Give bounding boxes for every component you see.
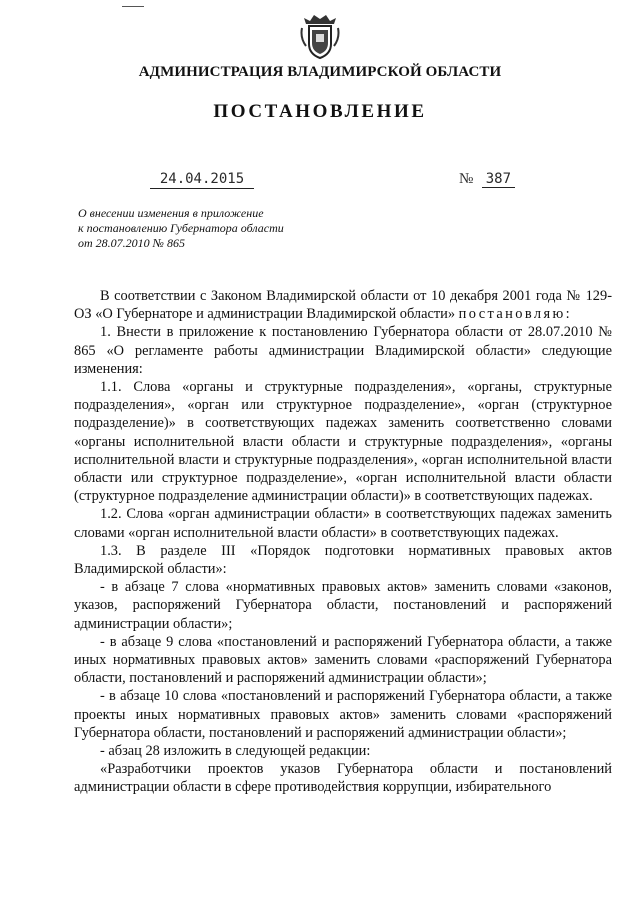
document-number-field — [459, 171, 519, 188]
document-type-title: ПОСТАНОВЛЕНИЕ — [213, 101, 427, 122]
scan-artifact-line — [122, 6, 144, 7]
subject-line: О внесении изменения в приложение — [78, 206, 264, 220]
document-body — [74, 287, 612, 797]
list-item: - в абзаце 7 слова «нормативных правовых актов» заменить словами «законов, указов, распоряжений Губернатора области, постановлений и распоряжений администрации области»; — [74, 579, 612, 632]
quoted-paragraph: «Разработчики проектов указов Губернатора области и постановлений администрации области в сфере противодействия коррупции, избирательного — [74, 761, 612, 796]
coat-of-arms-icon — [300, 10, 340, 60]
document-subject — [78, 206, 338, 251]
paragraph-1: 1. Внести в приложение к постановлению Губернатора области от 28.07.2010 № 865 «О регламенте работы администрации Владимирской области» следующие изменения: — [74, 324, 612, 377]
paragraph-1-3: 1.3. В разделе III «Порядок подготовки нормативных правовых актов Владимирской области»: — [74, 542, 612, 578]
issuing-authority: АДМИНИСТРАЦИЯ ВЛАДИМИРСКОЙ ОБЛАСТИ — [138, 64, 502, 80]
paragraph-1-1: 1.1. Слова «органы и структурные подразделения», «органы, структурные подразделения», «орган или структурное подразделение», «орган (структурное подразделение)» в соответствующих падежах заменить соответственно словами «органы исполнительной власти области и структурные подразделения», «органы исполнительной власти и структурные подразделения», «орган исполнительной власти области или структурное подразделение», «орган исполнительной власти области (структурное подразделение администрации области)» в соответствующих падежах. — [74, 379, 612, 505]
subject-line: от 28.07.2010 № 865 — [78, 236, 185, 250]
list-item: - в абзаце 10 слова «постановлений и распоряжений Губернатора области, а также проекты иных нормативных правовых актов» заменить словами «распоряжений Губернатора области, постановлений и распоряжений администрации области»; — [74, 688, 612, 741]
list-item: - абзац 28 изложить в следующей редакции: — [100, 743, 371, 760]
preamble-text: В соответствии с Законом Владимирской области от 10 декабря 2001 года № 129-ОЗ «О Губернаторе и администрации Владимирской области» — [74, 288, 612, 323]
subject-line: к постановлению Губернатора области — [78, 221, 284, 235]
number-sign: № — [459, 171, 474, 187]
paragraph-1-2: 1.2. Слова «орган администрации области» в соответствующих падежах заменить словами «орган исполнительной власти области» в соответствующих падежах. — [74, 506, 612, 541]
preamble-paragraph — [74, 287, 612, 323]
document-number: 387 — [482, 171, 515, 188]
resolve-word: постановляю: — [458, 306, 573, 323]
list-item: - в абзаце 9 слова «постановлений и распоряжений Губернатора области, а также иных нормативных правовых актов» заменить словами «распоряжений Губернатора области, постановлений и распоряжений администрации области»; — [74, 633, 612, 687]
document-date: 24.04.2015 — [150, 171, 254, 189]
